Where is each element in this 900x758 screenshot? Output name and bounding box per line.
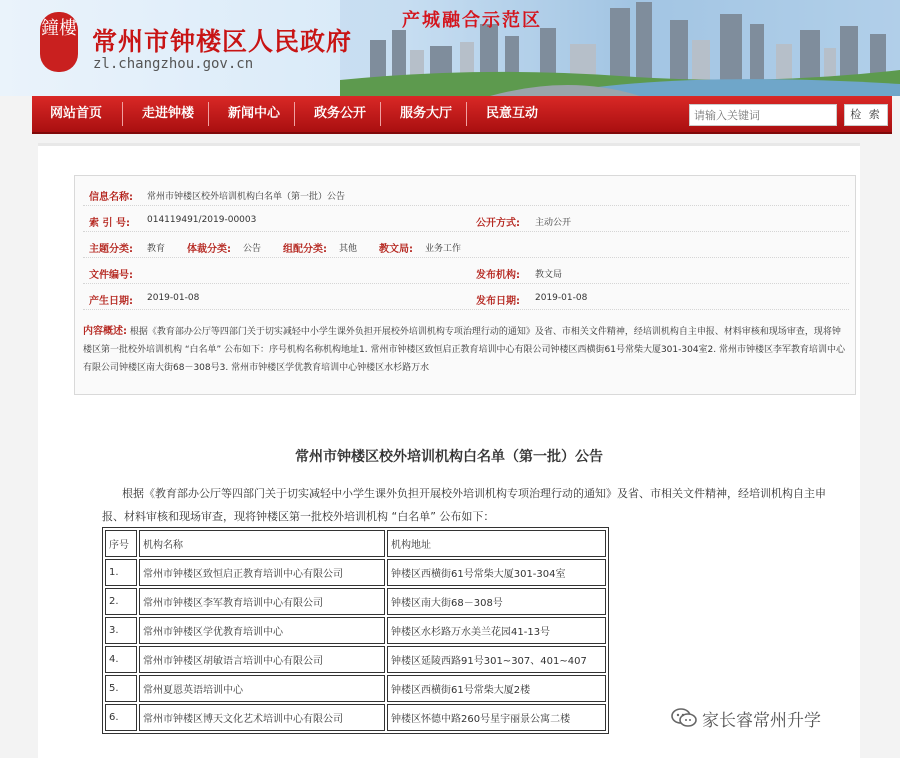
nav-public-interaction[interactable]: 民意互动	[485, 106, 538, 121]
org-class-label: 组配分类:	[283, 244, 327, 255]
wechat-watermark	[670, 705, 821, 731]
genre-value: 公告	[243, 244, 262, 254]
row-org-address: 钟楼区水杉路万水美兰花园41-13号	[387, 617, 606, 644]
search-input[interactable]	[689, 104, 837, 126]
published-date-label: 发布日期:	[476, 296, 520, 307]
row-org-name: 常州市钟楼区博天文化艺术培训中心有限公司	[139, 704, 385, 731]
row-org-address: 钟楼区怀德中路260号星宇丽景公寓二楼	[387, 704, 606, 731]
site-domain: zl.changzhou.gov.cn	[93, 56, 254, 72]
meta-row-doc-number	[83, 258, 849, 284]
row-index: 2.	[105, 588, 137, 615]
meta-row-info-name	[83, 180, 849, 206]
row-org-name: 常州市钟楼区致恒启正教育培训中心有限公司	[139, 559, 385, 586]
nav-divider	[208, 102, 209, 126]
publisher-value: 教文局	[535, 270, 563, 280]
header-org-address: 机构地址	[387, 530, 606, 557]
main-nav	[32, 96, 892, 134]
nav-divider	[466, 102, 467, 126]
edu-bureau-label: 教文局:	[379, 244, 413, 255]
row-org-name: 常州市钟楼区李军教育培训中心有限公司	[139, 588, 385, 615]
row-index: 5.	[105, 675, 137, 702]
open-mode-label: 公开方式:	[476, 218, 520, 229]
row-org-address: 钟楼区延陵西路91号301~307、401~407	[387, 646, 606, 673]
nav-gov-affairs[interactable]: 政务公开	[313, 106, 366, 121]
index-value: 014119491/2019-00003	[147, 215, 257, 225]
nav-divider	[122, 102, 123, 126]
row-index: 1.	[105, 559, 137, 586]
meta-row-dates	[83, 284, 849, 310]
search-button[interactable]: 检 索	[844, 104, 888, 126]
nav-service-hall[interactable]: 服务大厅	[399, 106, 452, 121]
nav-divider	[294, 102, 295, 126]
row-org-name: 常州夏恩英语培训中心	[139, 675, 385, 702]
info-name-value: 常州市钟楼区校外培训机构白名单（第一批）公告	[147, 192, 346, 202]
summary-label: 内容概述:	[83, 326, 127, 337]
published-date-value: 2019-01-08	[535, 293, 588, 303]
nav-news[interactable]: 新闻中心	[227, 106, 280, 121]
summary-text: 根据《教育部办公厅等四部门关于切实减轻中小学生课外负担开展校外培训机构专项治理行动的通知》及省、市相关文件精神，经培训机构自主申报、材料审核和现场审查，现将钟楼区第一批校外培训机构 “白名单” 公布如下：序号机构名称机构地址1. 常州市钟楼区致恒启正教育培训中心有限公司钟楼区西横街61号常柴大厦301-304室2. 常州市钟楼区李军教育培训中心有限公司钟楼区南大街68－308号3. 常州市钟楼区学优教育培训中心钟楼区水杉路万水	[83, 327, 846, 373]
row-index: 3.	[105, 617, 137, 644]
row-org-address: 钟楼区西横街61号常柴大厦301-304室	[387, 559, 606, 586]
info-name-label: 信息名称:	[89, 192, 133, 203]
table-row	[105, 646, 606, 673]
row-index: 6.	[105, 704, 137, 731]
meta-row-classification	[83, 232, 849, 258]
table-row	[105, 704, 606, 731]
header-index: 序号	[105, 530, 137, 557]
created-date-label: 产生日期:	[89, 296, 133, 307]
table-header-row	[105, 530, 606, 557]
document-metadata	[74, 175, 856, 395]
topic-label: 主题分类:	[89, 244, 133, 255]
row-org-address: 钟楼区西横街61号常柴大厦2楼	[387, 675, 606, 702]
article-title: 常州市钟楼区校外培训机构白名单（第一批）公告	[295, 449, 603, 465]
table-row	[105, 617, 606, 644]
article-paragraph: 根据《教育部办公厅等四部门关于切实减轻中小学生课外负担开展校外培训机构专项治理行动的通知》及省、市相关文件精神，经培训机构自主申报、材料审核和现场审查，现将钟楼区第一批校外培训机构 “白名单” 公布如下：	[102, 487, 826, 523]
created-date-value: 2019-01-08	[147, 293, 200, 303]
meta-row-index	[83, 206, 849, 232]
table-row	[105, 559, 606, 586]
org-class-value: 其他	[339, 244, 358, 254]
row-org-address: 钟楼区南大街68－308号	[387, 588, 606, 615]
doc-no-label: 文件编号:	[89, 270, 133, 281]
topic-value: 教育	[147, 244, 166, 254]
open-mode-value: 主动公开	[535, 218, 572, 228]
table-row	[105, 588, 606, 615]
header-banner	[0, 0, 900, 96]
header-org-name: 机构名称	[139, 530, 385, 557]
table-row	[105, 675, 606, 702]
edu-bureau-value: 业务工作	[425, 244, 462, 254]
nav-about[interactable]: 走进钟楼	[141, 106, 194, 121]
genre-label: 体裁分类:	[187, 244, 231, 255]
nav-divider	[380, 102, 381, 126]
site-logo-seal[interactable]: 鐘樓	[40, 12, 78, 72]
wechat-icon	[670, 707, 698, 729]
index-label: 索 引 号:	[89, 218, 130, 229]
content-summary	[83, 323, 849, 377]
publisher-label: 发布机构:	[476, 270, 520, 281]
nav-home[interactable]: 网站首页	[49, 106, 102, 121]
row-org-name: 常州市钟楼区胡敏语言培训中心有限公司	[139, 646, 385, 673]
row-org-name: 常州市钟楼区学优教育培训中心	[139, 617, 385, 644]
banner-slogan: 产城融合示范区	[402, 10, 542, 31]
site-title[interactable]: 常州市钟楼区人民政府	[92, 27, 353, 56]
whitelist-table	[102, 527, 609, 734]
row-index: 4.	[105, 646, 137, 673]
watermark-text: 家长睿常州升学	[702, 710, 821, 731]
